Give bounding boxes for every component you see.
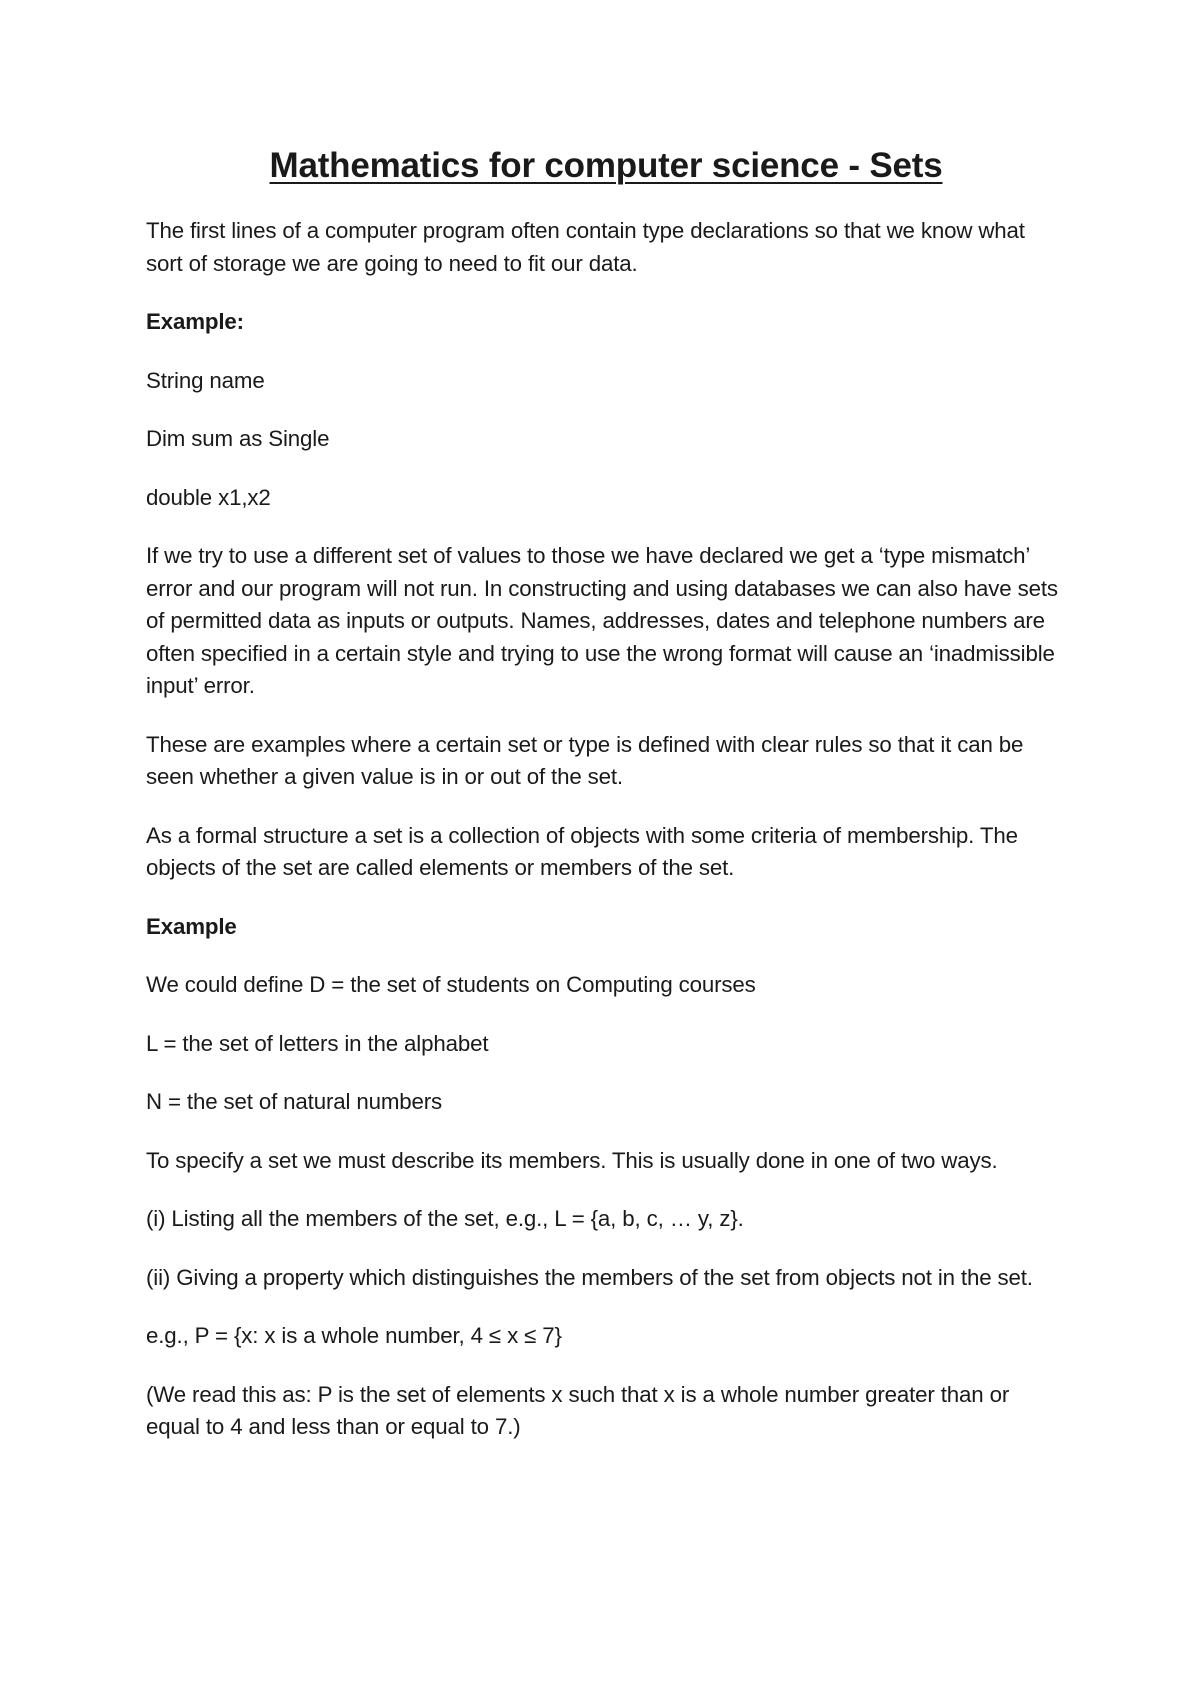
specify-set-paragraph: To specify a set we must describe its members. This is usually done in one of two ways. [146, 1147, 998, 1173]
code-line-string: String name [146, 367, 265, 393]
example-heading-2: Example [146, 913, 237, 939]
set-d-definition: We could define D = the set of students on Computing courses [146, 972, 756, 997]
property-method: (ii) Giving a property which distinguishes the members of the set from objects not in the set. [146, 1264, 1033, 1290]
set-n-definition: N = the set of natural numbers [146, 1089, 443, 1114]
document-body [146, 146, 1066, 1470]
code-line-dim: Dim sum as Single [146, 426, 330, 451]
set-rules-paragraph: These are examples where a certain set or type is defined with clear rules so that it can be seen whether a given value is in or out of the set. [146, 731, 1024, 789]
type-mismatch-paragraph: If we try to use a different set of values to those we have declared we get a ‘type mismatch’ error and our program will not run. In constructing and using databases we can also have sets of permitted data as inputs or outputs. Names, addresses, dates and telephone numbers are often specified in a certain style and trying to use the wrong format will cause an ‘inadmissible input’ error. [146, 543, 1058, 698]
set-p-explanation: (We read this as: P is the set of elements x such that x is a whole number greater than or equal to 4 and less than or equal to 7.) [146, 1381, 1010, 1439]
set-p-example: e.g., P = {x: x is a whole number, 4 ≤ x ≤ 7} [146, 1323, 562, 1348]
formal-definition-paragraph: As a formal structure a set is a collection of objects with some criteria of membership. The objects of the set are called elements or members of the set. [146, 822, 1018, 880]
example-heading: Example: [146, 309, 244, 334]
intro-paragraph: The first lines of a computer program often contain type declarations so that we know what sort of storage we are going to need to fit our data. [146, 218, 1025, 276]
page-title: Mathematics for computer science - Sets [269, 146, 943, 185]
code-line-double: double x1,x2 [146, 484, 271, 510]
listing-method: (i) Listing all the members of the set, e.g., L = {a, b, c, … y, z}. [146, 1206, 744, 1231]
set-l-definition: L = the set of letters in the alphabet [146, 1030, 489, 1056]
